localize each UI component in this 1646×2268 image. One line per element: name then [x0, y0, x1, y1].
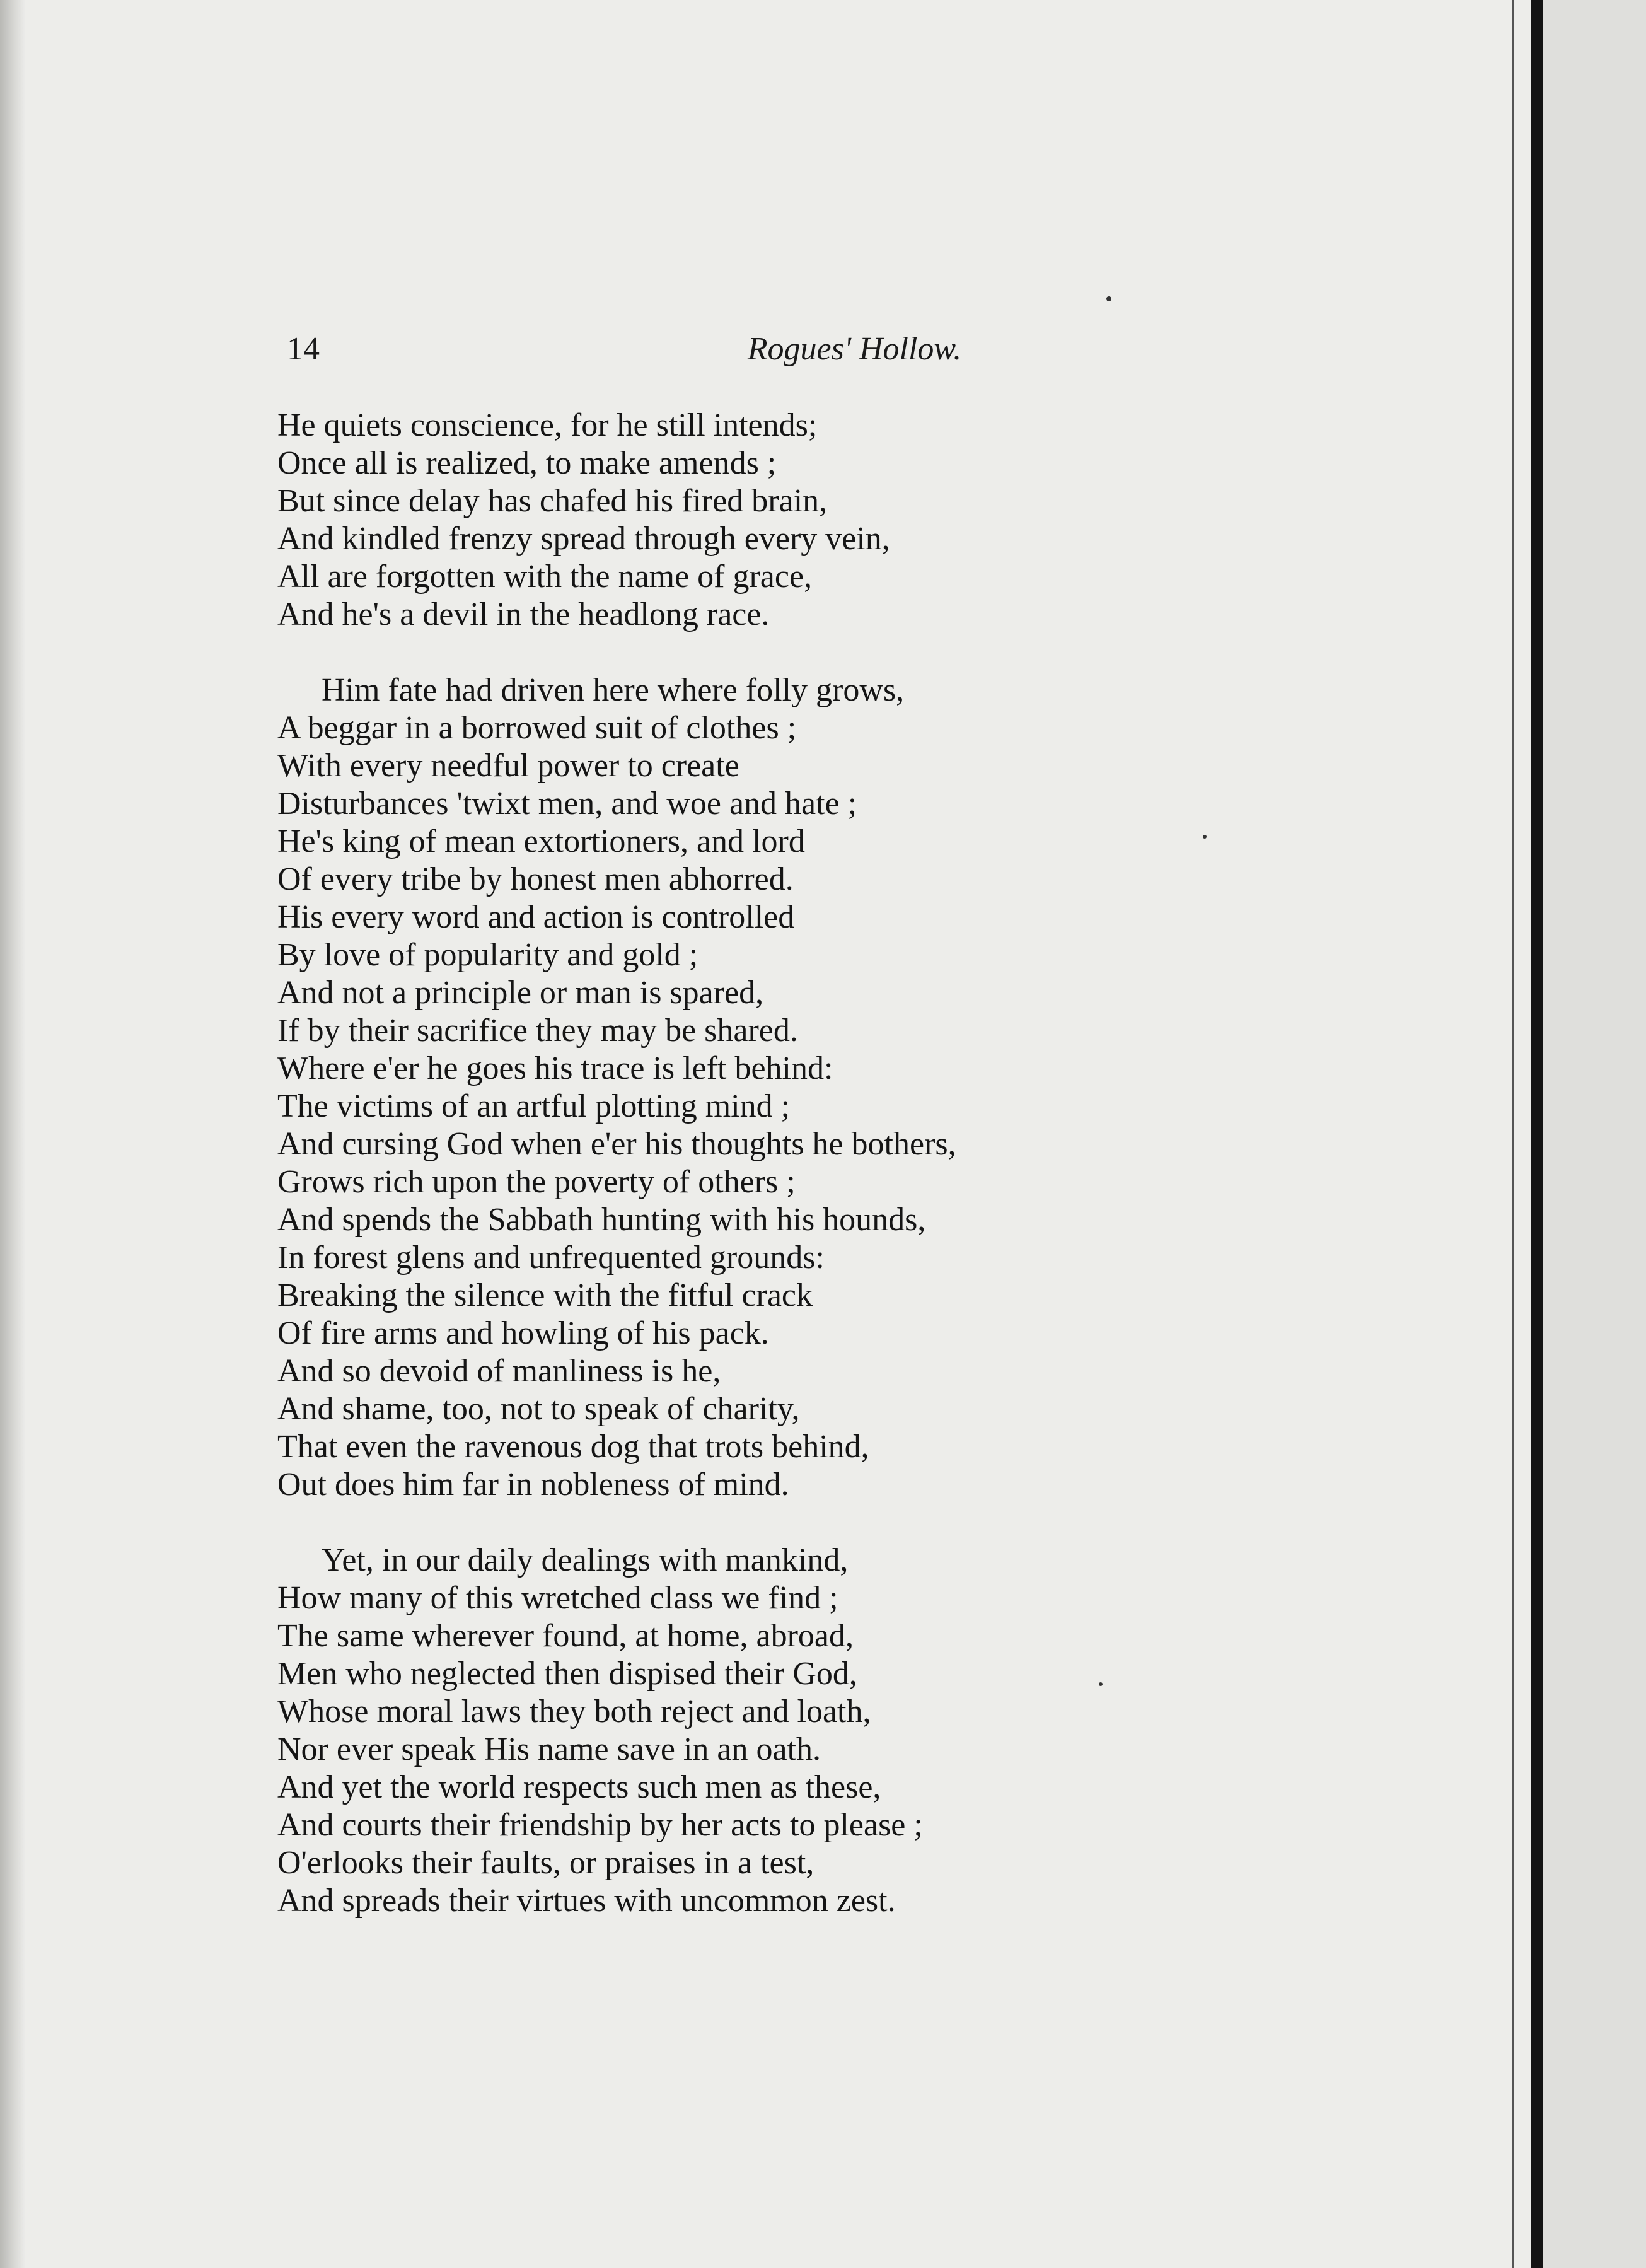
- verse-line: Grows rich upon the poverty of others ;: [277, 1164, 796, 1200]
- poem-body: [277, 407, 1223, 1920]
- verse-line: And spends the Sabbath hunting with his hounds,: [277, 1202, 926, 1238]
- verse-line: A beggar in a borrowed suit of clothes ;: [277, 710, 797, 746]
- running-title-text: Rogues' Hollow.: [747, 331, 962, 367]
- verse-line: But since delay has chafed his fired brain,: [277, 483, 828, 519]
- verse-line: And courts their friendship by her acts to please ;: [277, 1807, 923, 1843]
- verse-line: Of fire arms and howling of his pack.: [277, 1315, 769, 1351]
- verse-line: Once all is realized, to make amends ;: [277, 445, 777, 481]
- verse-line: By love of popularity and gold ;: [277, 937, 698, 973]
- running-title: [0, 333, 1646, 366]
- verse-line: Breaking the silence with the fitful crack: [277, 1277, 813, 1313]
- verse-line: Men who neglected then dispised their God,: [277, 1656, 857, 1692]
- verse-line: Where e'er he goes his trace is left behind:: [277, 1050, 833, 1086]
- scan-speck: [1106, 296, 1111, 301]
- stanza-3: [277, 1542, 1223, 1920]
- stanza-break: [277, 1504, 1223, 1542]
- stanza-2: [277, 672, 1223, 1504]
- verse-line: Of every tribe by honest men abhorred.: [277, 861, 794, 897]
- verse-line: And cursing God when e'er his thoughts he bothers,: [277, 1126, 956, 1162]
- verse-line: He's king of mean extortioners, and lord: [277, 823, 805, 859]
- verse-line: The same wherever found, at home, abroad,: [277, 1618, 854, 1654]
- verse-line: He quiets conscience, for he still intends;: [277, 407, 818, 443]
- verse-line: Whose moral laws they both reject and loath,: [277, 1694, 871, 1730]
- stanza-1: [277, 407, 1223, 634]
- verse-line: O'erlooks their faults, or praises in a test,: [277, 1845, 814, 1881]
- stanza-break: [277, 634, 1223, 672]
- verse-line: And so devoid of manliness is he,: [277, 1353, 721, 1389]
- verse-line: In forest glens and unfrequented grounds:: [277, 1240, 825, 1276]
- verse-line: The victims of an artful plotting mind ;: [277, 1088, 791, 1124]
- verse-line: That even the ravenous dog that trots behind,: [277, 1429, 869, 1465]
- page-number: 14: [287, 331, 320, 367]
- verse-line: His every word and action is controlled: [277, 899, 795, 935]
- verse-line: Disturbances 'twixt men, and woe and hate ;: [277, 786, 857, 822]
- verse-line: And shame, too, not to speak of charity,: [277, 1391, 800, 1427]
- verse-line: And kindled frenzy spread through every vein,: [277, 521, 890, 557]
- verse-line: And spreads their virtues with uncommon zest.: [277, 1883, 896, 1919]
- verse-line: And he's a devil in the headlong race.: [277, 596, 770, 632]
- verse-line: Yet, in our daily dealings with mankind,: [322, 1542, 849, 1578]
- verse-line: How many of this wretched class we find ;: [277, 1580, 838, 1616]
- verse-line: And not a principle or man is spared,: [277, 975, 764, 1011]
- verse-line: If by their sacrifice they may be shared.: [277, 1013, 798, 1049]
- verse-line: Nor ever speak His name save in an oath.: [277, 1731, 821, 1767]
- verse-line: Him fate had driven here where folly grows,: [322, 672, 905, 708]
- verse-line: Out does him far in nobleness of mind.: [277, 1467, 789, 1503]
- verse-line: With every needful power to create: [277, 748, 739, 784]
- verse-line: And yet the world respects such men as these,: [277, 1769, 881, 1805]
- verse-line: All are forgotten with the name of grace,: [277, 559, 813, 595]
